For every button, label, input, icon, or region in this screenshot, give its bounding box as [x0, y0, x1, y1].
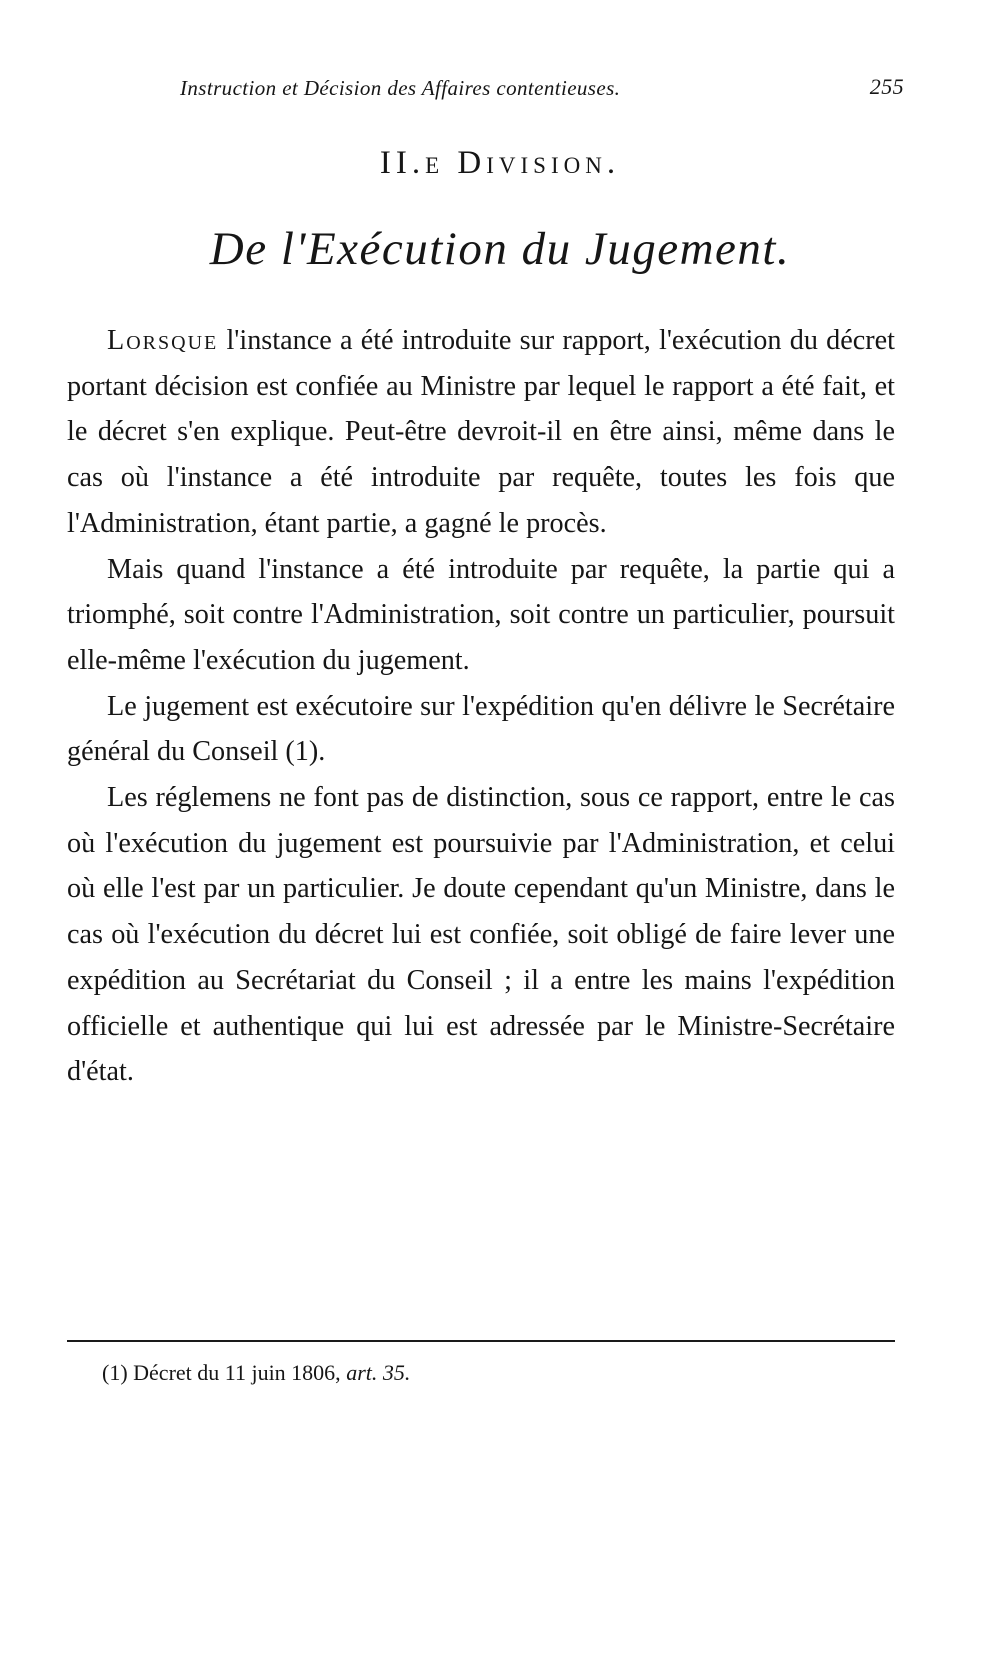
lead-word: Lorsque: [107, 325, 219, 356]
paragraph-1: [67, 318, 895, 547]
body-text: [67, 318, 895, 1095]
section-title: De l'Exécution du Jugement.: [209, 223, 791, 275]
paragraph-1-text: l'instance a été introduite sur rapport, l'exécution du décret portant décision est confiée au Ministre par lequel le rapport a été fait, et le décret s'en explique. Peut-être devroit-il en être ainsi, même dans le cas où l'instance a été introduite par requête, toutes les fois que l'Administration, étant partie, a gagné le procès.: [67, 325, 895, 539]
footnote-ref: art. 35.: [346, 1360, 411, 1385]
footnote-text: (1) Décret du 11 juin 1806,: [102, 1360, 341, 1385]
footnote: [102, 1358, 892, 1388]
running-head: [180, 70, 920, 110]
footnote-divider: [67, 1340, 895, 1342]
paragraph-3: Le jugement est exécutoire sur l'expédition qu'en délivre le Secrétaire général du Conseil (1).: [67, 690, 895, 768]
paragraph-2: Mais quand l'instance a été introduite par requête, la partie qui a triomphé, soit contre l'Administration, soit contre un particulier, poursuit elle-même l'exécution du jugement.: [67, 553, 895, 676]
running-title: Instruction et Décision des Affaires contentieuses.: [180, 76, 621, 100]
paragraph-4: Les réglemens ne font pas de distinction, sous ce rapport, entre le cas où l'exécution du jugement est poursuivie par l'Administration, et celui où elle l'est par un particulier. Je doute cependant qu'un Ministre, dans le cas où l'exécution du décret lui est confiée, soit obligé de faire lever une expédition au Secrétariat du Conseil ; il a entre les mains l'expédition officielle et authentique qui lui est adressée par le Ministre-Secrétaire d'état.: [67, 782, 895, 1088]
page-number: 255: [869, 74, 904, 99]
division-heading: II.e Division.: [379, 145, 621, 181]
